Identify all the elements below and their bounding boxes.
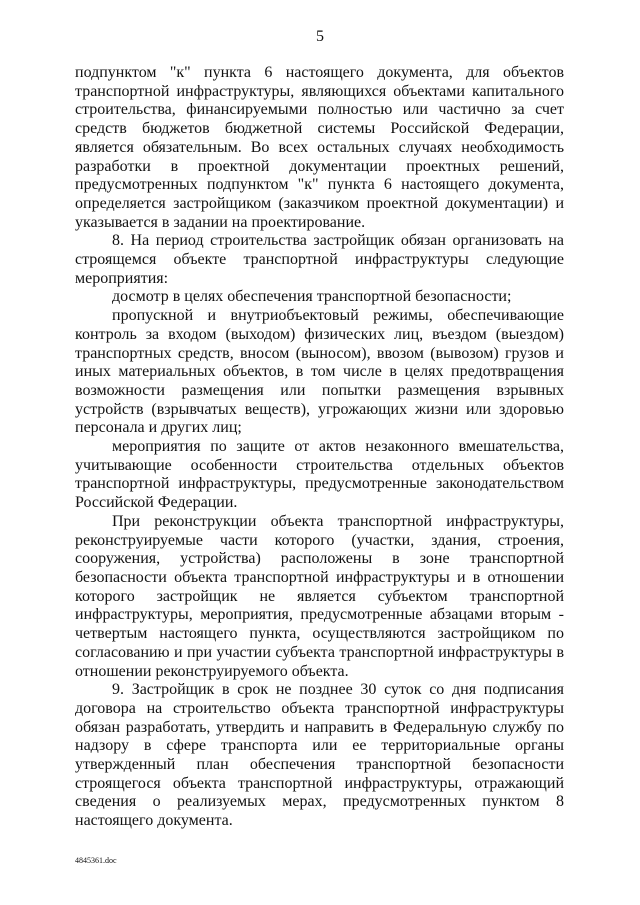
document-file-name: 4845361.doc xyxy=(75,856,117,865)
paragraph-continuation: подпунктом "к" пункта 6 настоящего документа, для объектов транспортной инфраструктуры, являющихся объектами капитального строительства, финансируемыми полностью или частично за счет средств бюджетов бюджетной системы Российской Федерации, является обязательным. Во всех остальных случаях необходимость разработки в проектной документации проектных решений, предусмотренных подпунктом "к" пункта 6 настоящего документа, определяется застройщиком (заказчиком проектной документации) и указывается в задании на проектирование. xyxy=(75,64,564,231)
paragraph-protection-measures: мероприятия по защите от актов незаконного вмешательства, учитывающие особенности строительства отдельных объектов транспортной инфраструктуры, предусмотренные законодательством Российской Федерации. xyxy=(75,438,564,512)
paragraph-access-regime: пропускной и внутриобъектовый режимы, обеспечивающие контроль за входом (выходом) физических лиц, въездом (выездом) транспортных средств, вносом (выносом), ввозом (вывозом) грузов и иных материальных объектов, в том числе в целях предотвращения возможности размещения или попытки размещения взрывных устройств (взрывчатых веществ), угрожающих жизни или здоровью персонала и других лиц; xyxy=(75,307,564,437)
paragraph-inspection: досмотр в целях обеспечения транспортной безопасности; xyxy=(112,288,512,306)
paragraph-reconstruction: При реконструкции объекта транспортной инфраструктуры, реконструируемые части которого (участки, здания, строения, сооружения, устройства) расположены в зоне транспортной безопасности объекта транспортной инфраструктуры и в отношении которого застройщик не является субъектом транспортной инфраструктуры, мероприятия, предусмотренные абзацами вторым - четвертым настоящего пункта, осуществляются застройщиком по согласованию и при участии субъекта транспортной инфраструктуры в отношении реконструируемого объекта. xyxy=(75,512,564,680)
page-number: 5 xyxy=(316,28,324,45)
document-body xyxy=(75,64,564,831)
paragraph-item-8: 8. На период строительства застройщик обязан организовать на строящемся объекте транспортной инфраструктуры следующие мероприятия: xyxy=(75,232,564,287)
paragraph-item-9: 9. Застройщик в срок не позднее 30 суток со дня подписания договора на строительство объекта транспортной инфраструктуры обязан разработать, утвердить и направить в Федеральную службу по надзору в сфере транспорта или ее территориальные органы утвержденный план обеспечения транспортной безопасности строящегося объекта транспортной инфраструктуры, отражающий сведения о реализуемых мерах, предусмотренных пунктом 8 настоящего документа. xyxy=(75,681,564,830)
